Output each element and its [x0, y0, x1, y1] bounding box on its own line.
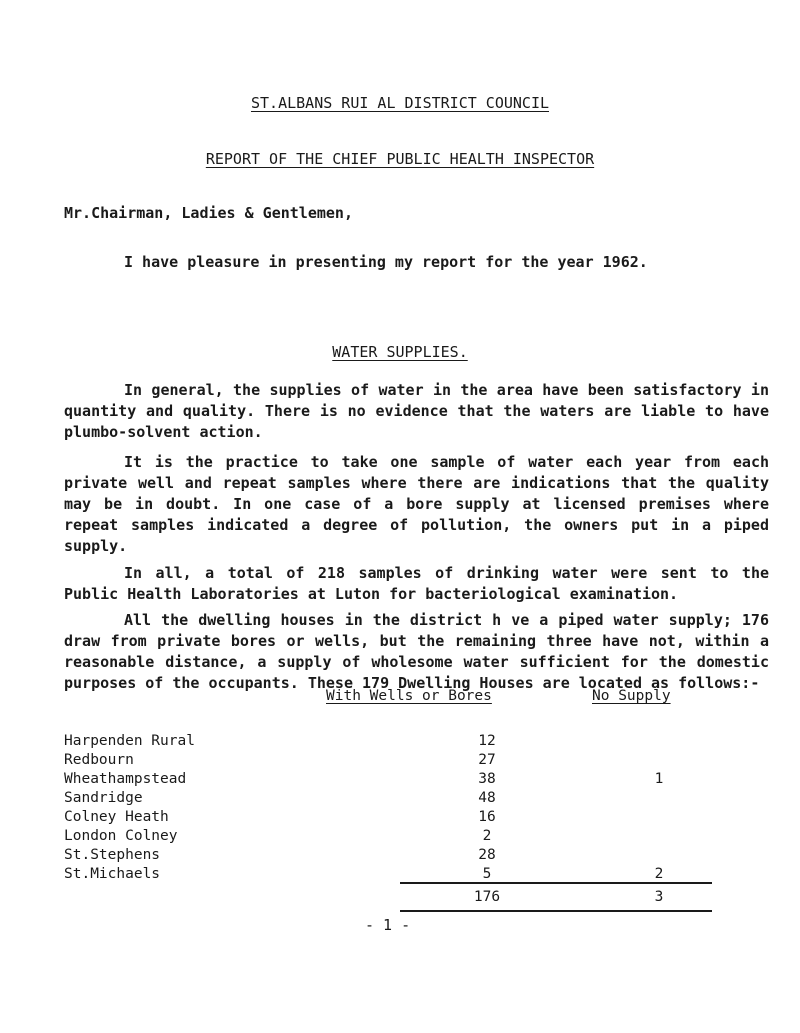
- council-title: ST.ALBANS RUI AL DISTRICT COUNCIL: [250, 94, 549, 112]
- table-row: Sandridge 48: [64, 790, 496, 806]
- paragraph-sampling: It is the practice to take one sample of water each year from each private well and repeat samples where there are indications that the quality may be in doubt. In one case of a bore supply at licensed premises where repeat samples indicated a degree of pollution, the owners put in a piped supply.: [64, 453, 769, 555]
- paragraph-total-samples: In all, a total of 218 samples of drinking water were sent to the Public Health Laboratories at Luton for bacteriological examination.: [64, 564, 769, 603]
- table-row: St.Stephens 28: [64, 847, 496, 863]
- column-header-no-supply: No Supply: [592, 688, 671, 704]
- paragraph-dwellings: All the dwelling houses in the district h ve a piped water supply; 176 draw from private bores or wells, but the remaining three have not, within a reasonable distance, a supply of wholesome water sufficient for the domestic purposes of the occupants. These 179 Dwelling Houses are located as follows:-: [64, 611, 769, 692]
- table-row: Wheathampstead 38 1: [64, 771, 664, 787]
- total-no-supply: 3: [654, 889, 664, 905]
- page-number: - 1 -: [365, 916, 411, 934]
- table-row: Colney Heath 16: [64, 809, 496, 825]
- table-total-row: [64, 888, 724, 907]
- table-row: London Colney 2: [64, 828, 492, 844]
- table-row: Redbourn 27: [64, 752, 496, 768]
- total-rule-top: [400, 882, 712, 884]
- paragraph-general: In general, the supplies of water in the area have been satisfactory in quantity and quality. There is no evidence that the waters are liable to have plumbo-solvent action.: [64, 381, 769, 441]
- intro-line: I have pleasure in presenting my report for the year 1962.: [124, 253, 648, 271]
- report-title: REPORT OF THE CHIEF PUBLIC HEALTH INSPECTOR: [205, 150, 595, 168]
- table-row: Harpenden Rural 12: [64, 733, 496, 749]
- column-header-wells: With Wells or Bores: [326, 688, 492, 704]
- section-heading: WATER SUPPLIES.: [332, 343, 468, 361]
- table-row: St.Michaels 5 2: [64, 866, 664, 882]
- total-wells: 176: [473, 889, 501, 905]
- total-rule-bottom: [400, 910, 712, 912]
- salutation: Mr.Chairman, Ladies & Gentlemen,: [64, 204, 353, 222]
